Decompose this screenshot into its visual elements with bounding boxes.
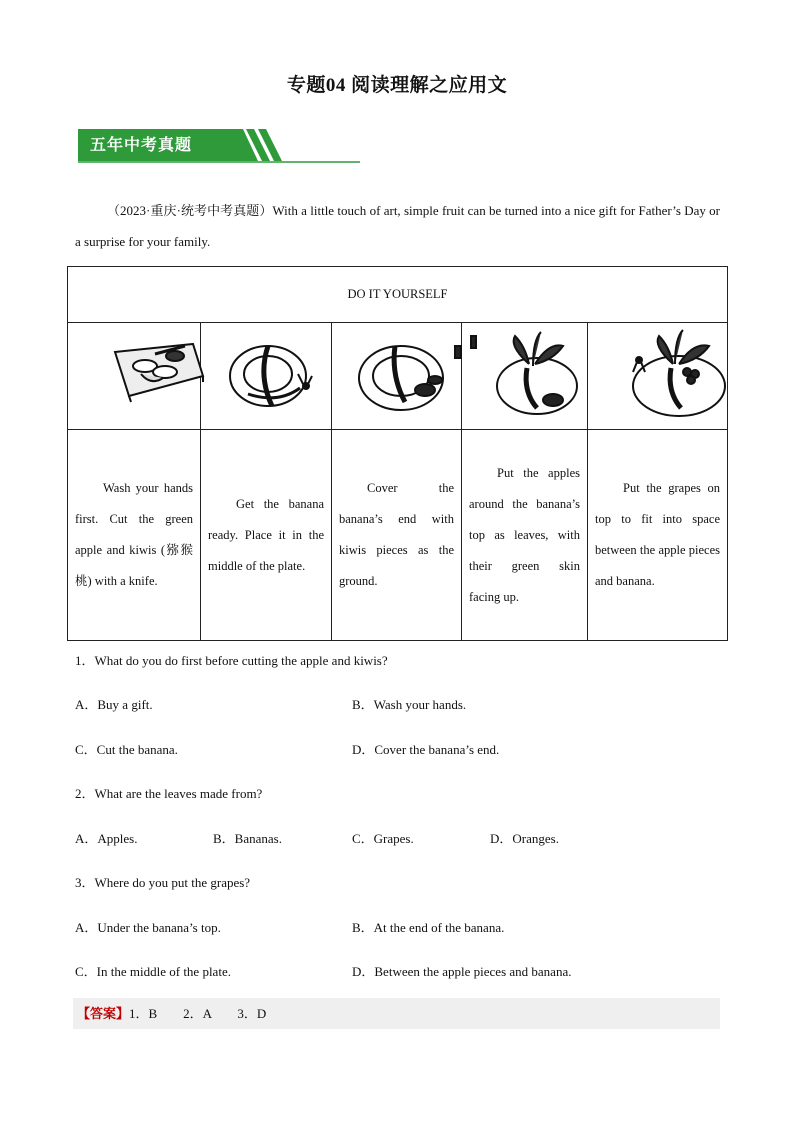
q3-option-a[interactable]: A．Under the banana’s top.: [75, 920, 221, 935]
cutting-board-illustration: [75, 324, 206, 428]
q2-option-a[interactable]: A．Apples.: [75, 831, 138, 846]
question-1: 1．What do you do first before cutting the apple and kiwis?: [75, 653, 388, 668]
section-banner-label: 五年中考真题: [90, 135, 193, 154]
apple-leaves-illustration: [469, 324, 593, 428]
step-4-text: Put the apples around the banana’s top as leaves, with their green skin facing up.: [462, 430, 588, 641]
q1-option-a[interactable]: A．Buy a gift.: [75, 697, 153, 712]
answer-box: [73, 998, 720, 1029]
answer-tag: 【答案】: [77, 1006, 130, 1021]
step-2-image: [201, 323, 332, 430]
step-1-text: Wash your hands first. Cut the green apple and kiwis (猕猴桃) with a knife.: [68, 430, 201, 641]
page-title: 专题04 阅读理解之应用文: [286, 75, 508, 96]
intro-paragraph: （2023·重庆·统考中考真题）With a little touch of art, simple fruit can be turned into a nice gift for Father’s Day or a surprise for your family.: [75, 203, 720, 249]
diy-table: [67, 266, 728, 641]
q3-option-d[interactable]: D．Between the apple pieces and banana.: [352, 964, 572, 979]
step-5-text: Put the grapes on top to fit into space between the apple pieces and banana.: [588, 430, 728, 641]
q2-option-b[interactable]: B．Bananas.: [213, 831, 282, 846]
q1-option-b[interactable]: B．Wash your hands.: [352, 697, 467, 712]
table-header: DO IT YOURSELF: [68, 267, 728, 323]
step-3-image: [332, 323, 462, 430]
step-5-image: [588, 323, 728, 430]
question-2: 2．What are the leaves made from?: [75, 786, 263, 801]
q2-option-c[interactable]: C．Grapes.: [352, 831, 414, 846]
q2-option-d[interactable]: D．Oranges.: [490, 831, 559, 846]
q1-option-d[interactable]: D．Cover the banana’s end.: [352, 742, 500, 757]
answer-text: 1．B 2．A 3．D: [129, 1006, 267, 1021]
q3-option-c[interactable]: C．In the middle of the plate.: [75, 964, 231, 979]
question-3: 3．Where do you put the grapes?: [75, 875, 251, 890]
banana-plate-illustration: [208, 324, 337, 428]
step-3-text: Cover the banana’s end with kiwis pieces as the ground.: [332, 430, 462, 641]
q1-option-c[interactable]: C．Cut the banana.: [75, 742, 178, 757]
step-1-image: [68, 323, 201, 430]
grapes-plate-illustration: [595, 324, 733, 428]
step-2-text: Get the banana ready. Place it in the middle of the plate.: [201, 430, 332, 641]
kiwi-plate-illustration: [339, 324, 467, 428]
q3-option-b[interactable]: B．At the end of the banana.: [352, 920, 505, 935]
step-4-image: [462, 323, 588, 430]
